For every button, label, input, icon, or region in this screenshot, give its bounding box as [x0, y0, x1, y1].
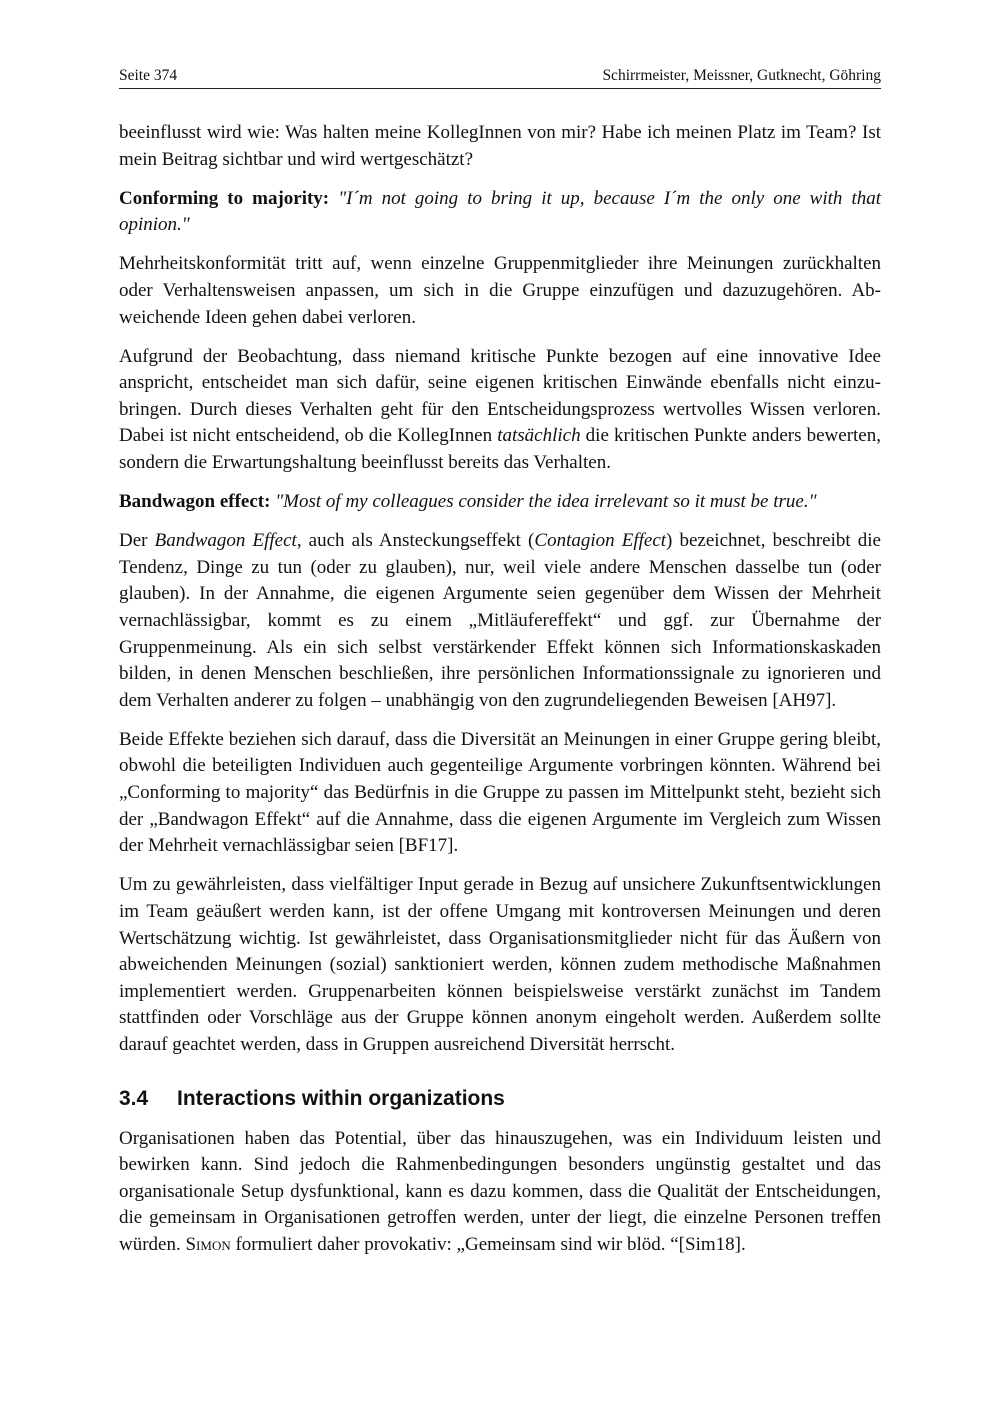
page-number: Seite 374	[119, 67, 178, 84]
paragraph-8: Um zu gewährleisten, dass vielfältiger Input gerade in Bezug auf unsichere Zukunftsentwicklungen im Team geäußert werden kann, ist der offene Umgang mit kontroversen Meinungen und deren Wertschätzung wichtig. Ist gewährleistet, dass Organisationsmitglieder nicht für das Äußern von abweichenden Meinungen (sozial) sanktioniert werden, können zudem methodische Maßnahmen implementiert werden. Gruppenarbeiten können beispielsweise verstärkt zunächst im Tandem stattfinden oder Vorschläge aus der Gruppe können anonym eingeholt werden. Außerdem sollte darauf geachtet werden, dass in Gruppen ausreichend Diversität herrscht.	[119, 874, 881, 1055]
paragraph-4	[119, 344, 881, 477]
term-bandwagon-effect: Bandwagon effect:	[119, 491, 271, 513]
page-header	[119, 66, 881, 89]
paragraph-6-text-c: ) bezeichnet, beschreibt die Tendenz, Dinge zu tun (oder zu glauben), nur, weil viele andere Menschen dasselbe tun (oder glauben). In der Annahme, die eigenen Argumente seien gegenüber dem Wissen der Mehrheit vernachlässigbar, kommt es zu einem „Mitläufereffekt“ und ggf. zur Übernahme der Gruppenmeinung. Als ein sich selbst verstärkender Effekt können sich Informationskaskaden bilden, in denen Menschen beschließen, ihre persönlichen Informationssignale zu ignorieren und dem Verhalten anderer zu folgen – unabhängig von den zugrundeliegenden Beweisen [AH97].	[119, 530, 881, 711]
author-name-smallcaps: Simon	[185, 1233, 231, 1255]
running-authors: Schirrmeister, Meissner, Gutknecht, Göhring	[602, 67, 881, 84]
section-paragraph	[119, 1126, 881, 1259]
paragraph-6-text-a: Der	[119, 530, 155, 552]
paragraph-6-text-b: , auch als Ansteckungseffekt (	[296, 530, 535, 552]
paragraph-7: Beide Effekte beziehen sich darauf, dass die Diversität an Meinungen in einer Gruppe gering bleibt, obwohl die beteiligten Individuen auch gegenteilige Argumente vorbringen könnten. Während bei „Conforming to majority“ das Bedürfnis in die Gruppe zu passen im Mittelpunkt steht, bezieht sich der „Bandwagon Effekt“ auf die Annahme, dass die eigenen Argumente im Vergleich zum Wissen der Mehrheit vernachlässigbar seien [BF17].	[119, 728, 881, 857]
paragraph-bandwagon-effect	[119, 489, 881, 516]
paragraph-6-emphasis-1: Bandwagon Effect	[154, 530, 297, 552]
section-paragraph-text-b: formuliert daher provokativ: „Gemeinsam sind wir blöd. “[Sim18].	[230, 1233, 746, 1255]
term-conforming-to-majority: Conforming to majority:	[119, 187, 330, 209]
page-body	[119, 120, 881, 1271]
paragraph-conforming-to-majority	[119, 186, 881, 239]
section-number: 3.4	[119, 1086, 149, 1110]
quote-bandwagon-effect: "Most of my colleagues consider the idea irrelevant so it must be true."	[275, 491, 817, 513]
paragraph-1: beeinflusst wird wie: Was halten meine KollegInnen von mir? Habe ich meinen Platz im Team? Ist mein Beitrag sichtbar und wird wertgeschätzt?	[119, 122, 881, 170]
section-title: Interactions within organizations	[177, 1086, 505, 1110]
paragraph-4-text-a: Aufgrund der Beobachtung, dass niemand kritische Punkte bezogen auf eine innovative Idee anspricht, entscheidet man sich dafür, seine eigenen kritischen Einwände ebenfalls nicht einzubringen. Durch dieses Verhalten geht für den Entscheidungsprozess wertvolles Wissen verloren. Dabei ist nicht entscheidend, ob die KollegInnen	[119, 345, 881, 447]
paragraph-4-emphasis: tatsächlich	[497, 425, 581, 447]
paragraph-3: Mehrheitskonformität tritt auf, wenn einzelne Gruppenmitglieder ihre Meinungen zurückhalten oder Verhaltensweisen anpassen, um sich in die Gruppe einzufügen und dazuzugehören. Abweichende Ideen gehen dabei verloren.	[119, 253, 881, 328]
paragraph-6	[119, 528, 881, 714]
section-heading	[119, 1085, 881, 1113]
quote-conforming-to-majority: "I´m not going to bring it up, because I´m the only one with that opinion."	[119, 187, 882, 236]
paragraph-4-text-b: die kritischen Punkte anders bewerten, sondern die Erwartungshaltung beeinflusst bereits das Verhalten.	[119, 425, 881, 474]
section-paragraph-text-a: Organisationen haben das Potential, über das hinauszugehen, was ein Individuum leisten und bewirken kann. Sind jedoch die Rahmenbedingungen besonders ungünstig gestaltet und das organisationale Setup dysfunktional, kann es dazu kommen, dass die Qualität der Entscheidungen, die gemeinsam in Organisationen getroffen werden, unter der liegt, die einzelne Personen treffen würden.	[119, 1127, 881, 1255]
paragraph-6-emphasis-2: Contagion Effect	[534, 530, 667, 552]
